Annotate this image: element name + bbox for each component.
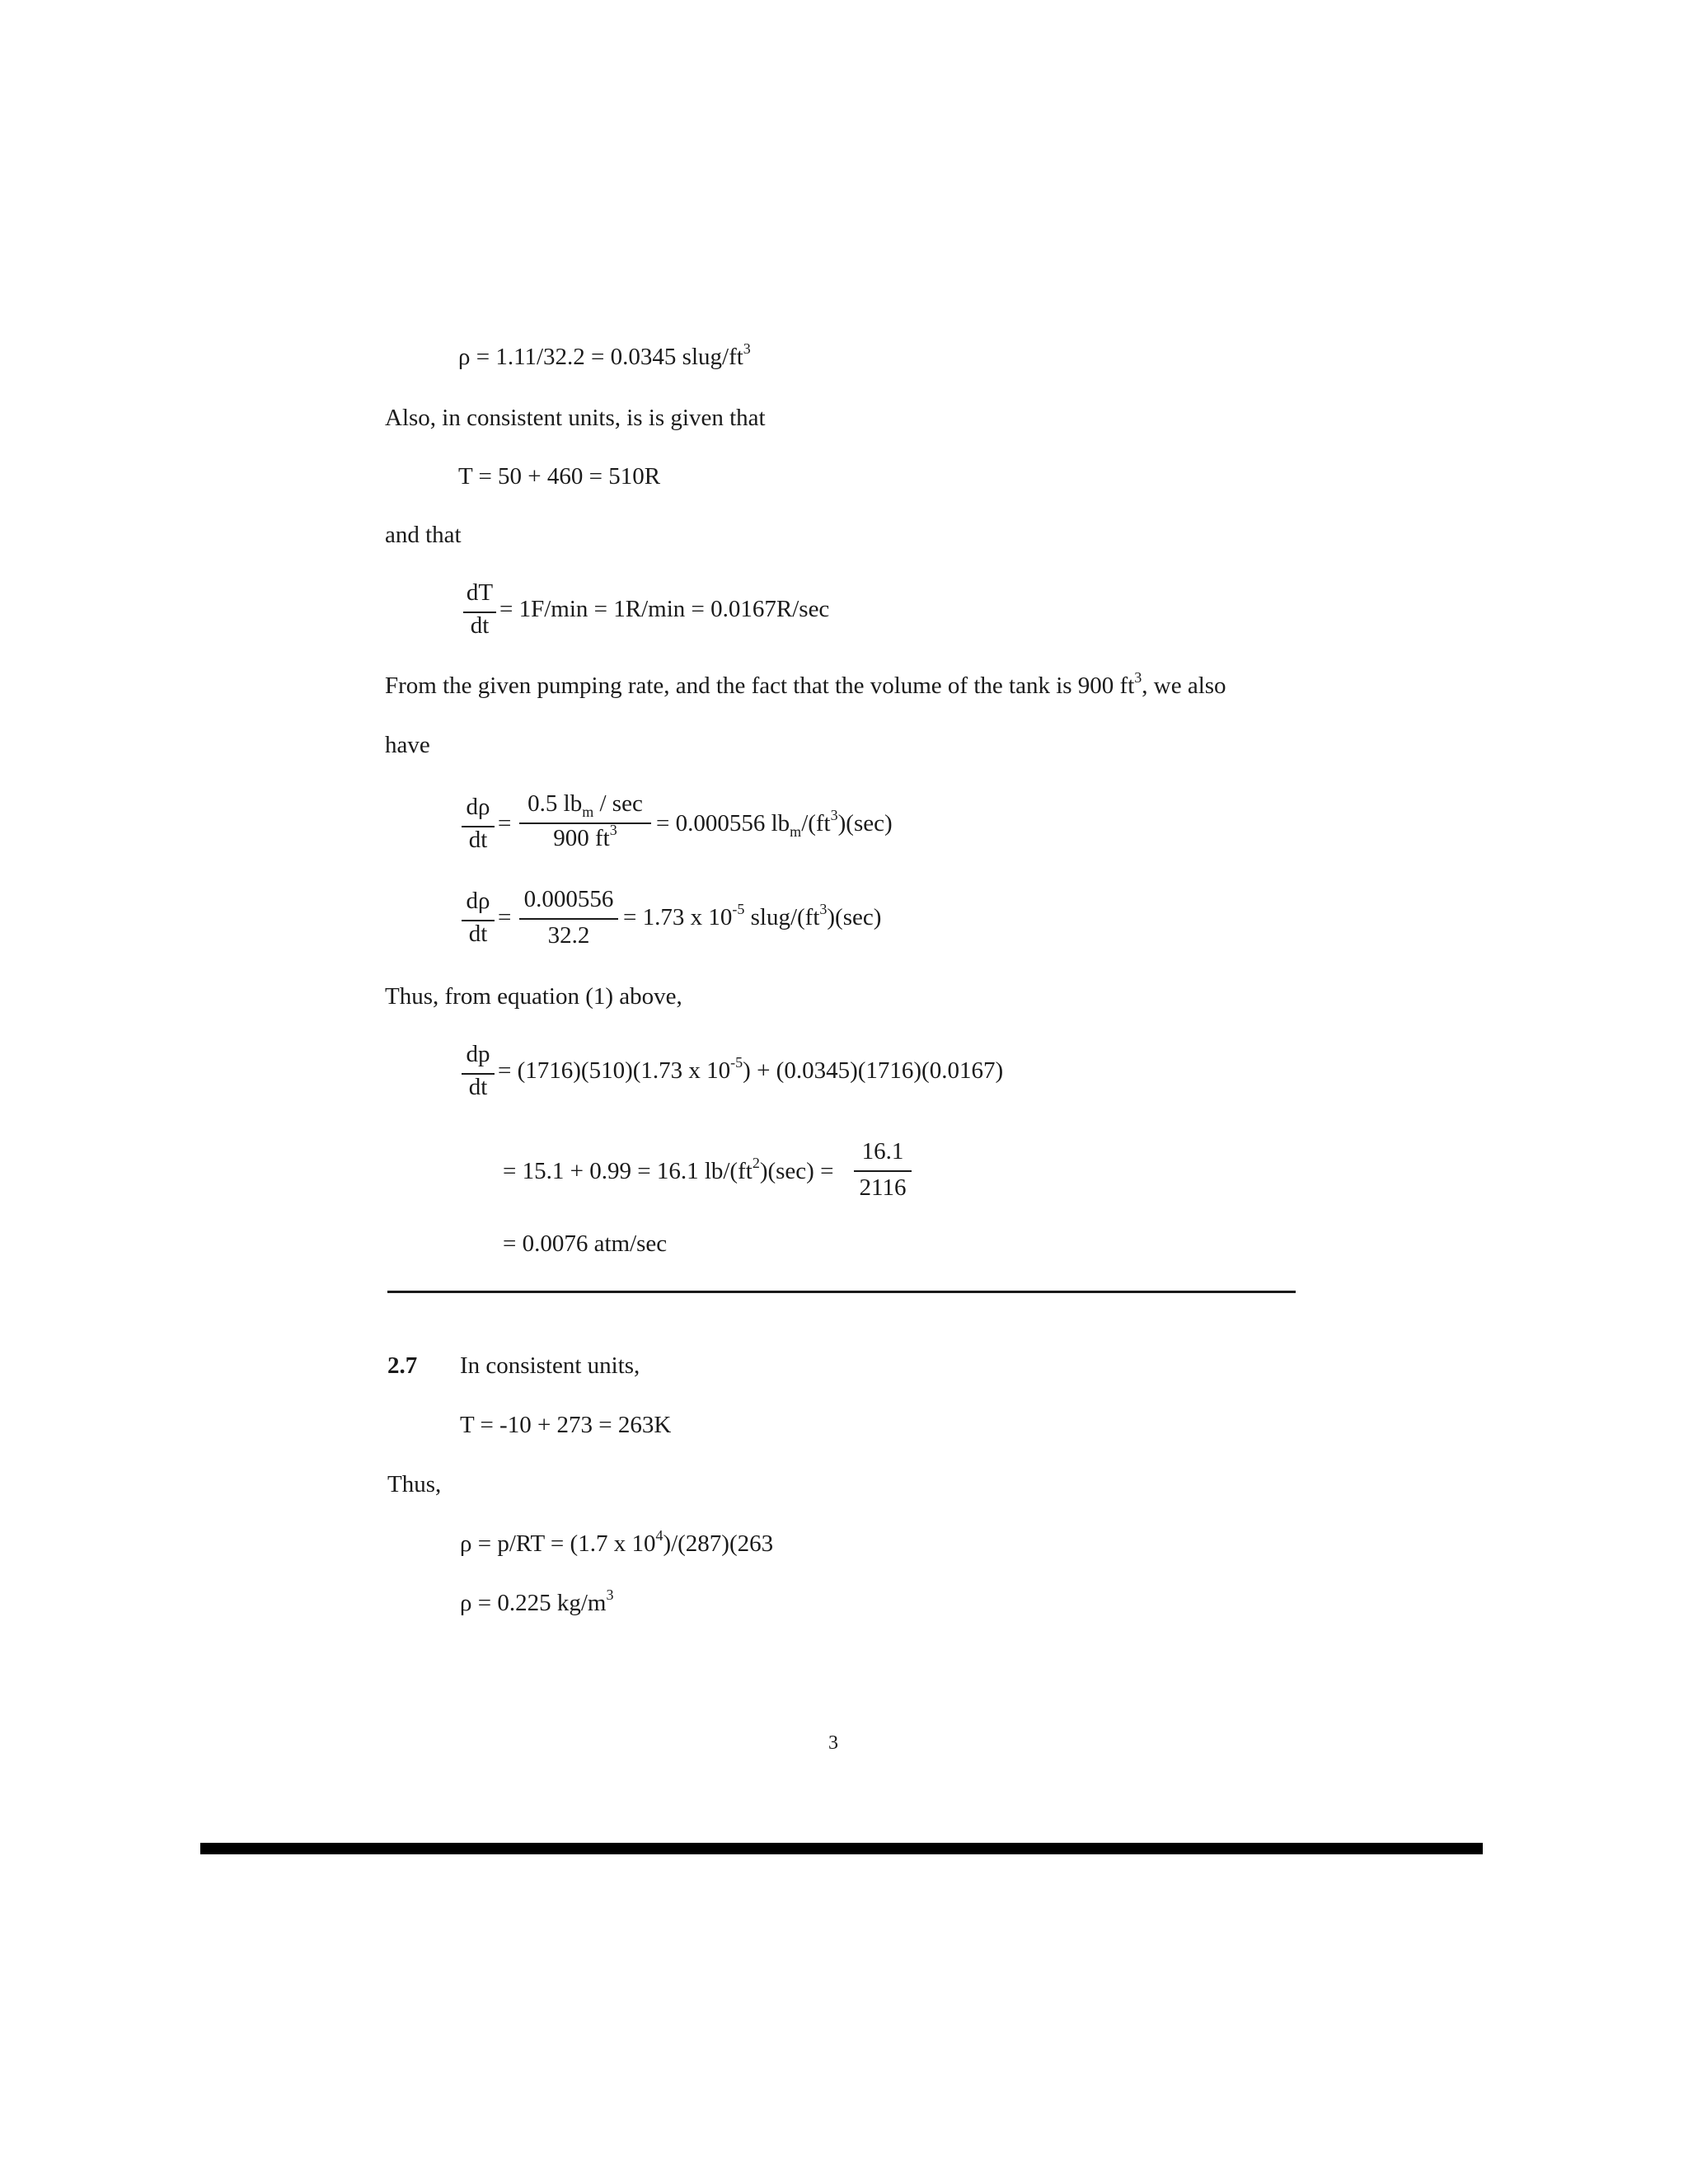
from-given-text: From the given pumping rate, and the fact that the volume of the tank is 900 $ft^3$, we also [385, 669, 1226, 699]
also-text: Also, in consistent units, is is given that [385, 405, 766, 431]
drho2-rhs: = 1.73 x $10^{-5}$ slug/$(ft^3)(\sec)$ [623, 901, 882, 930]
and-that-text: and that [385, 522, 462, 548]
thus-text: Thus, [387, 1471, 442, 1497]
page-number: 3 [828, 1732, 838, 1754]
thus-equation-text: Thus, from equation (1) above, [385, 983, 682, 1010]
page-footer-bar [200, 1843, 1483, 1854]
drho-dt-fraction-1: dρ dt [462, 793, 495, 854]
atm-conversion-fraction: 16.1 2116 [854, 1137, 912, 1202]
have-text: have [385, 732, 430, 758]
result-line-1: = 15.1 + 0.99 = 16.1 $lb/(ft^2)(\sec)$ = [503, 1155, 834, 1184]
drho2-equals: = [498, 904, 512, 930]
temperature-kelvin-equation: T = -10 + 273 = 263K [460, 1412, 672, 1438]
section-intro: In consistent units, [460, 1352, 640, 1379]
rho-slug-equation: ρ = 1.11/32.2 = 0.0345 slug/$ft^3$ [458, 340, 751, 370]
section-number: 2.7 [387, 1352, 418, 1379]
dpdt-rhs: = (1716)(510)(1.73 x $10^{-5}) + (0.0345)(1716)(0.0167)$ [498, 1054, 1004, 1084]
result-line-2: = 0.0076 atm/sec [503, 1230, 668, 1257]
dTdt-rhs: = 1F/min = 1R/min = 0.0167R/sec [499, 596, 830, 622]
rho-final-equation: ρ = 0.225 $kg/m^3$ [460, 1586, 614, 1616]
dpdt-fraction: dp dt [462, 1040, 495, 1101]
drho1-rhs: = 0.000556 $lb_m/(ft^3)(\sec)$ [656, 807, 893, 840]
dTdt-fraction: dT dt [463, 579, 496, 640]
drho-dt-fraction-2: dρ dt [462, 887, 495, 948]
temperature-equation: T = 50 + 460 = 510R [458, 463, 661, 490]
slug-conversion-fraction: 0.000556 32.2 [519, 885, 618, 949]
drho1-equals: = [498, 810, 512, 837]
rho-pRT-equation: ρ = p/RT = (1.7 x $10^4)/(287)(263$ [460, 1527, 774, 1557]
pumping-rate-fraction: 0.5 $lb_m$ / sec 900 $ft^3$ [519, 790, 651, 852]
section-divider [387, 1291, 1296, 1293]
